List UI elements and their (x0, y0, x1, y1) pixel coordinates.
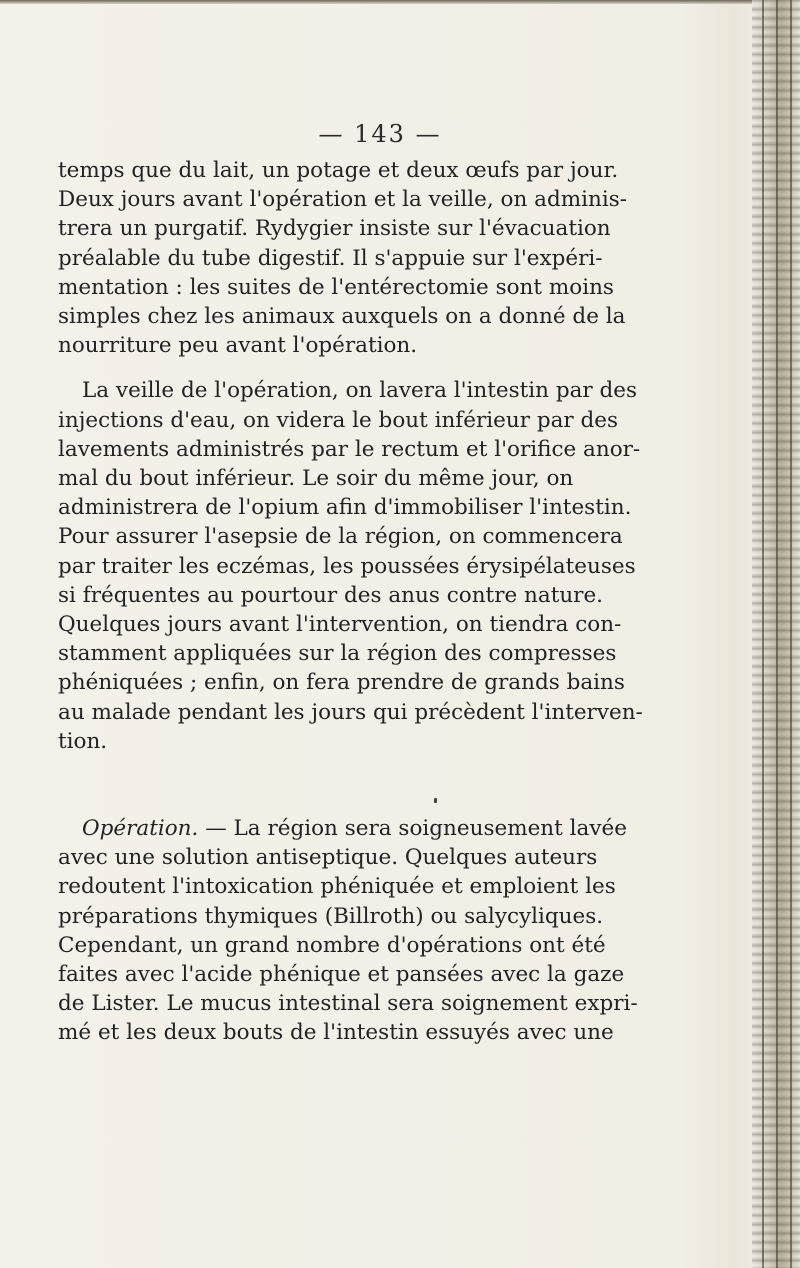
text-line: faites avec l'acide phénique et pansées avec la gaze (58, 962, 625, 988)
paragraph-1 (58, 156, 700, 360)
text-line: injections d'eau, on videra le bout inférieur par des (58, 407, 619, 433)
heading-line-rest: — La région sera soigneusement lavée (198, 816, 627, 842)
text-line: nourriture peu avant l'opération. (58, 333, 418, 359)
text-line: au malade pendant les jours qui précèdent l'interven- (58, 699, 643, 725)
section-heading: Opération. (82, 816, 199, 842)
text-line: tion. (58, 728, 108, 754)
text-line: temps que du lait, un potage et deux œufs par jour. (58, 158, 619, 183)
text-line: stamment appliquées sur la région des compresses (58, 641, 617, 667)
text-line: Cependant, un grand nombre d'opérations ont été (58, 932, 606, 958)
page-top-edge (0, 0, 760, 4)
spine-line (776, 0, 778, 1268)
text-line: mal du bout inférieur. Le soir du même jour, on (58, 466, 574, 492)
text-line: si fréquentes au pourtour des anus contre nature. (58, 582, 604, 608)
text-line: Pour assurer l'asepsie de la région, on commencera (58, 524, 623, 550)
text-line: par traiter les eczémas, les poussées érysipélateuses (58, 553, 636, 579)
text-line: préparations thymiques (Billroth) ou salycyliques. (58, 903, 604, 929)
text-line: Quelques jours avant l'intervention, on tiendra con- (58, 612, 622, 638)
text-line: simples chez les animaux auxquels on a donné de la (58, 304, 626, 330)
text-line: lavements administrés par le rectum et l'orifice anor- (58, 436, 641, 462)
spine-line (762, 0, 764, 1268)
text-line: mé et les deux bouts de l'intestin essuyés avec une (58, 1020, 614, 1046)
text-line: La veille de l'opération, on lavera l'intestin par des (82, 378, 638, 404)
body-text (58, 156, 700, 1048)
paragraph-3 (58, 814, 700, 1048)
section-gap (58, 756, 700, 814)
spine-line (790, 0, 792, 1268)
text-line: mentation : les suites de l'entérectomie sont moins (58, 274, 614, 300)
text-line: administrera de l'opium afin d'immobiliser l'intestin. (58, 495, 632, 521)
text-line: avec une solution antiseptique. Quelques auteurs (58, 845, 598, 871)
book-spine-edge (752, 0, 800, 1268)
text-line: phéniquées ; enfin, on fera prendre de grands bains (58, 670, 625, 696)
ink-speck (434, 798, 437, 803)
text-line (58, 814, 700, 843)
text-line: préalable du tube digestif. Il s'appuie sur l'expéri- (58, 245, 603, 271)
text-line: redoutent l'intoxication phéniquée et emploient les (58, 874, 616, 900)
text-line: trera un purgatif. Rydygier insiste sur l'évacuation (58, 216, 611, 242)
page-number: — 143 — (318, 120, 442, 148)
text-line: de Lister. Le mucus intestinal sera soignement expri- (58, 991, 638, 1017)
paragraph-2 (58, 376, 700, 756)
text-line: Deux jours avant l'opération et la veille, on adminis- (58, 187, 628, 213)
